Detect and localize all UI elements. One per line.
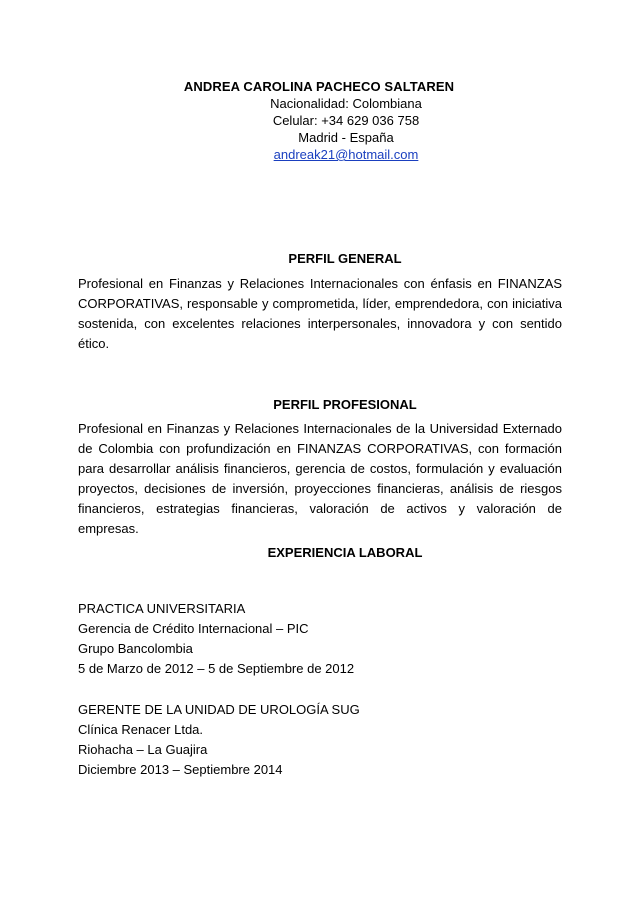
- email-line: [0, 146, 638, 163]
- job-department: Clínica Renacer Ltda.: [78, 722, 204, 737]
- phone: Celular: +34 629 036 758: [272, 113, 420, 128]
- perfil-profesional-title: PERFIL PROFESIONAL: [273, 397, 417, 412]
- job-department: Gerencia de Crédito Internacional – PIC: [78, 621, 309, 636]
- job-company: Grupo Bancolombia: [78, 641, 193, 656]
- perfil-general-title: PERFIL GENERAL: [288, 251, 402, 266]
- job-entry: [78, 700, 562, 780]
- job-company: Riohacha – La Guajira: [78, 742, 208, 757]
- job-dates: 5 de Marzo de 2012 – 5 de Septiembre de 2012: [78, 661, 355, 676]
- experiencia-title: EXPERIENCIA LABORAL: [267, 545, 423, 560]
- location: Madrid - España: [298, 130, 394, 145]
- email-link[interactable]: andreak21@hotmail.com: [273, 147, 419, 162]
- job-position: GERENTE DE LA UNIDAD DE UROLOGÍA SUG: [78, 702, 360, 717]
- perfil-profesional-text: Profesional en Finanzas y Relaciones Internacionales de la Universidad Externado de Colombia con profundización en FINANZAS CORPORATIVAS, con formación para desarrollar análisis financieros, gerencia de costos, formulación y evaluación proyectos, decisiones de inversión, proyecciones financieras, análisis de riesgos financieros, estrategias financieras, valoración de activos y valoración de empresas.: [78, 421, 562, 536]
- candidate-name: ANDREA CAROLINA PACHECO SALTAREN: [183, 79, 455, 94]
- perfil-general-text: Profesional en Finanzas y Relaciones Internacionales con énfasis en FINANZAS CORPORATIVAS, responsable y comprometida, líder, emprendedora, con iniciativa sostenida, con excelentes relaciones interpersonales, innovadora y con sentido ético.: [78, 276, 562, 351]
- cv-header: [0, 78, 638, 163]
- job-dates: Diciembre 2013 – Septiembre 2014: [78, 762, 283, 777]
- job-entry: [78, 599, 562, 679]
- job-position: PRACTICA UNIVERSITARIA: [78, 601, 246, 616]
- nationality: Nacionalidad: Colombiana: [270, 96, 422, 111]
